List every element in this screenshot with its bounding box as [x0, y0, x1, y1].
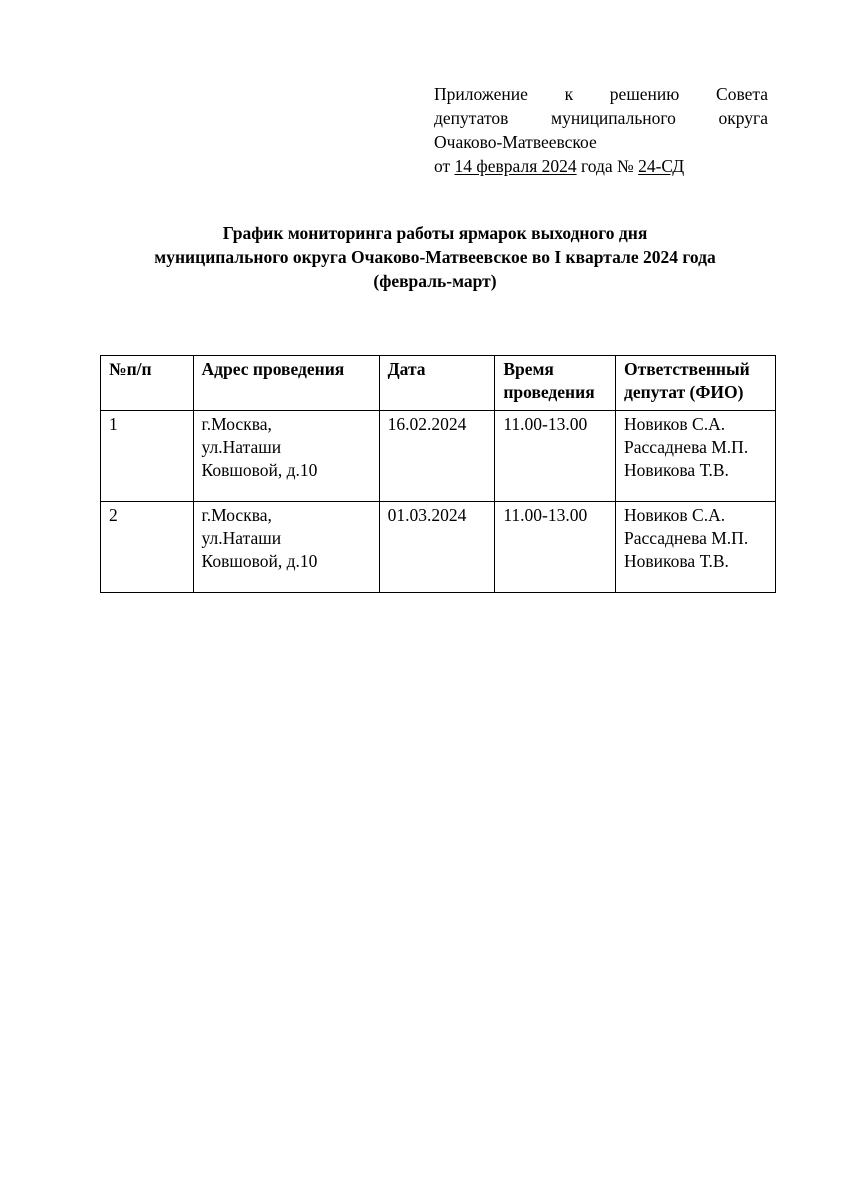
- table-row: [101, 411, 776, 502]
- appendix-word: муниципального: [551, 108, 676, 128]
- address-line: Ковшовой, д.10: [201, 551, 318, 571]
- address-line: г.Москва,: [201, 414, 272, 434]
- deputy-name: Рассаднева М.П.: [624, 437, 749, 457]
- address-line: ул.Наташи: [201, 528, 282, 548]
- cell-date: 16.02.2024: [379, 411, 495, 502]
- appendix-number-prefix: года №: [576, 156, 639, 176]
- appendix-date-prefix: от: [434, 156, 455, 176]
- appendix-line-4: [434, 154, 768, 178]
- appendix-word: решению: [609, 84, 680, 104]
- schedule-table: [100, 355, 776, 593]
- cell-address: [193, 411, 379, 502]
- cell-num: 2: [101, 502, 194, 593]
- table-header-row: [101, 356, 776, 411]
- appendix-word: Совета: [716, 84, 769, 104]
- header-deputy: [616, 356, 776, 411]
- title-line-2: муниципального округа Очаково-Матвеевское во I квартале 2024 года: [154, 247, 716, 267]
- document-title: [100, 221, 770, 293]
- title-line-3: (февраль-март): [373, 271, 497, 291]
- cell-time: 11.00-13.00: [495, 502, 616, 593]
- cell-deputies: [616, 502, 776, 593]
- header-time-line-2: проведения: [503, 382, 595, 402]
- address-line: ул.Наташи: [201, 437, 282, 457]
- appendix-word: к: [564, 84, 574, 104]
- table-row: [101, 502, 776, 593]
- title-line-1: График мониторинга работы ярмарок выходного дня: [222, 223, 648, 243]
- decision-number: 24-СД: [638, 156, 685, 176]
- deputy-name: Новиков С.А.: [624, 505, 726, 525]
- header-time-line-1: Время: [503, 359, 554, 379]
- appendix-word: Приложение: [434, 84, 528, 104]
- cell-time: 11.00-13.00: [495, 411, 616, 502]
- appendix-word: депутатов: [434, 108, 509, 128]
- deputy-name: Новиков С.А.: [624, 414, 726, 434]
- address-line: Ковшовой, д.10: [201, 460, 318, 480]
- appendix-line-3: Очаково-Матвеевское: [434, 132, 597, 152]
- deputy-name: Рассаднева М.П.: [624, 528, 749, 548]
- cell-deputies: [616, 411, 776, 502]
- appendix-line-1: [434, 82, 768, 106]
- header-deputy-line-1: Ответственный: [624, 359, 750, 379]
- appendix-line-2: [434, 106, 768, 130]
- header-deputy-line-2: депутат (ФИО): [624, 382, 744, 402]
- cell-address: [193, 502, 379, 593]
- cell-date: 01.03.2024: [379, 502, 495, 593]
- header-address: Адрес проведения: [193, 356, 379, 411]
- cell-num: 1: [101, 411, 194, 502]
- header-date: Дата: [379, 356, 495, 411]
- header-num: №п/п: [101, 356, 194, 411]
- header-time: [495, 356, 616, 411]
- decision-date: 14 февраля 2024: [454, 156, 577, 176]
- appendix-block: [434, 82, 768, 178]
- deputy-name: Новикова Т.В.: [624, 460, 729, 480]
- appendix-word: округа: [718, 108, 768, 128]
- deputy-name: Новикова Т.В.: [624, 551, 729, 571]
- address-line: г.Москва,: [201, 505, 272, 525]
